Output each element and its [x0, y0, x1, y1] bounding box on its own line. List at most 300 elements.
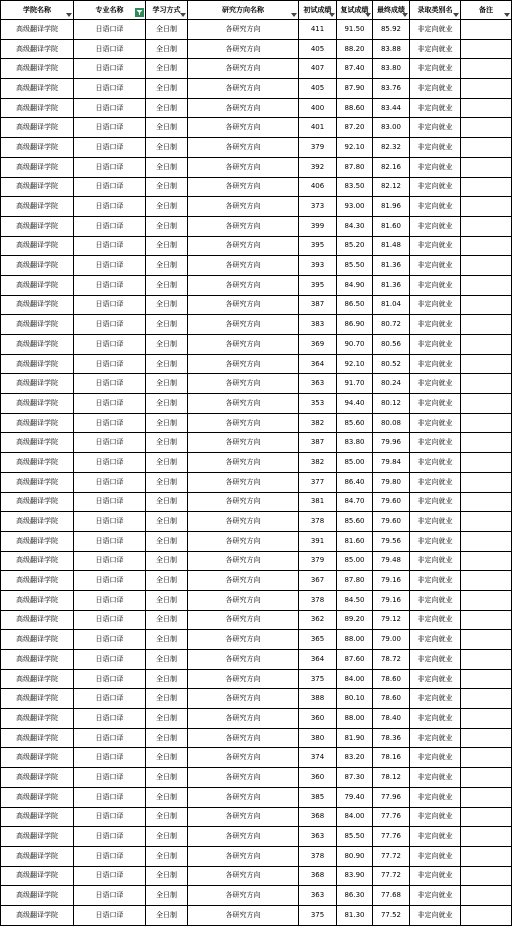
cell-college-name: 高级翻译学院: [1, 787, 74, 807]
column-header-admission-category: [410, 1, 461, 20]
table-row: [1, 905, 512, 925]
cell-initial-score: 363: [299, 886, 337, 906]
table-row: [1, 335, 512, 355]
cell-final-score: 78.60: [373, 689, 410, 709]
dropdown-arrow-icon[interactable]: [290, 12, 297, 18]
table-row: [1, 138, 512, 158]
table-row: [1, 748, 512, 768]
cell-research-direction: 各研究方向: [188, 354, 299, 374]
cell-initial-score: 406: [299, 177, 337, 197]
table-row: [1, 315, 512, 335]
cell-major-name: 日语口译: [74, 689, 146, 709]
cell-admission-category: 非定向就业: [410, 354, 461, 374]
cell-remarks: [461, 413, 512, 433]
table-row: [1, 394, 512, 414]
cell-initial-score: 388: [299, 689, 337, 709]
cell-retest-score: 80.10: [337, 689, 373, 709]
cell-admission-category: 非定向就业: [410, 98, 461, 118]
cell-admission-category: 非定向就业: [410, 590, 461, 610]
cell-retest-score: 87.60: [337, 650, 373, 670]
cell-remarks: [461, 433, 512, 453]
cell-admission-category: 非定向就业: [410, 335, 461, 355]
cell-retest-score: 85.20: [337, 236, 373, 256]
cell-admission-category: 非定向就业: [410, 275, 461, 295]
table-row: [1, 256, 512, 276]
cell-initial-score: 387: [299, 433, 337, 453]
cell-study-mode: 全日制: [146, 157, 188, 177]
cell-admission-category: 非定向就业: [410, 433, 461, 453]
cell-final-score: 80.52: [373, 354, 410, 374]
cell-admission-category: 非定向就业: [410, 709, 461, 729]
cell-retest-score: 87.20: [337, 118, 373, 138]
cell-major-name: 日语口译: [74, 846, 146, 866]
cell-final-score: 77.72: [373, 846, 410, 866]
cell-research-direction: 各研究方向: [188, 118, 299, 138]
table-row: [1, 413, 512, 433]
column-header-label: 学习方式: [152, 5, 181, 14]
cell-study-mode: 全日制: [146, 295, 188, 315]
column-header-label: 录取类别名: [417, 5, 453, 14]
cell-study-mode: 全日制: [146, 590, 188, 610]
cell-final-score: 79.96: [373, 433, 410, 453]
table-row: [1, 39, 512, 59]
cell-retest-score: 91.70: [337, 374, 373, 394]
cell-final-score: 80.08: [373, 413, 410, 433]
cell-retest-score: 87.30: [337, 768, 373, 788]
cell-admission-category: 非定向就业: [410, 256, 461, 276]
cell-remarks: [461, 335, 512, 355]
cell-retest-score: 80.90: [337, 846, 373, 866]
cell-major-name: 日语口译: [74, 650, 146, 670]
cell-final-score: 77.76: [373, 827, 410, 847]
cell-initial-score: 373: [299, 197, 337, 217]
cell-retest-score: 83.80: [337, 433, 373, 453]
column-header-study-mode: [146, 1, 188, 20]
cell-study-mode: 全日制: [146, 492, 188, 512]
cell-college-name: 高级翻译学院: [1, 866, 74, 886]
cell-research-direction: 各研究方向: [188, 512, 299, 532]
cell-final-score: 85.92: [373, 20, 410, 40]
table-row: [1, 669, 512, 689]
cell-research-direction: 各研究方向: [188, 709, 299, 729]
cell-college-name: 高级翻译学院: [1, 138, 74, 158]
cell-final-score: 77.96: [373, 787, 410, 807]
cell-college-name: 高级翻译学院: [1, 768, 74, 788]
cell-major-name: 日语口译: [74, 256, 146, 276]
cell-retest-score: 87.90: [337, 79, 373, 99]
filter-funnel-icon[interactable]: [135, 8, 144, 17]
cell-study-mode: 全日制: [146, 807, 188, 827]
cell-study-mode: 全日制: [146, 98, 188, 118]
cell-study-mode: 全日制: [146, 315, 188, 335]
dropdown-arrow-icon[interactable]: [452, 12, 459, 18]
cell-final-score: 78.40: [373, 709, 410, 729]
cell-research-direction: 各研究方向: [188, 590, 299, 610]
cell-final-score: 79.60: [373, 512, 410, 532]
cell-initial-score: 385: [299, 787, 337, 807]
cell-retest-score: 87.80: [337, 157, 373, 177]
cell-initial-score: 395: [299, 236, 337, 256]
table-row: [1, 650, 512, 670]
cell-research-direction: 各研究方向: [188, 728, 299, 748]
cell-study-mode: 全日制: [146, 728, 188, 748]
table-row: [1, 571, 512, 591]
cell-admission-category: 非定向就业: [410, 236, 461, 256]
cell-research-direction: 各研究方向: [188, 433, 299, 453]
cell-college-name: 高级翻译学院: [1, 197, 74, 217]
cell-admission-category: 非定向就业: [410, 315, 461, 335]
cell-college-name: 高级翻译学院: [1, 905, 74, 925]
cell-final-score: 83.00: [373, 118, 410, 138]
cell-remarks: [461, 39, 512, 59]
cell-admission-category: 非定向就业: [410, 630, 461, 650]
cell-remarks: [461, 590, 512, 610]
table-row: [1, 275, 512, 295]
cell-college-name: 高级翻译学院: [1, 177, 74, 197]
cell-research-direction: 各研究方向: [188, 689, 299, 709]
column-header-retest-score: [337, 1, 373, 20]
cell-study-mode: 全日制: [146, 216, 188, 236]
cell-admission-category: 非定向就业: [410, 886, 461, 906]
cell-college-name: 高级翻译学院: [1, 433, 74, 453]
cell-study-mode: 全日制: [146, 571, 188, 591]
cell-final-score: 82.12: [373, 177, 410, 197]
cell-retest-score: 89.20: [337, 610, 373, 630]
table-row: [1, 177, 512, 197]
cell-remarks: [461, 374, 512, 394]
cell-college-name: 高级翻译学院: [1, 315, 74, 335]
cell-major-name: 日语口译: [74, 748, 146, 768]
cell-final-score: 80.12: [373, 394, 410, 414]
cell-admission-category: 非定向就业: [410, 197, 461, 217]
cell-research-direction: 各研究方向: [188, 531, 299, 551]
cell-admission-category: 非定向就业: [410, 669, 461, 689]
cell-retest-score: 81.60: [337, 531, 373, 551]
cell-college-name: 高级翻译学院: [1, 689, 74, 709]
cell-final-score: 78.60: [373, 669, 410, 689]
cell-initial-score: 364: [299, 354, 337, 374]
cell-final-score: 79.84: [373, 453, 410, 473]
cell-initial-score: 382: [299, 453, 337, 473]
cell-final-score: 78.72: [373, 650, 410, 670]
cell-major-name: 日语口译: [74, 216, 146, 236]
table-row: [1, 472, 512, 492]
cell-remarks: [461, 905, 512, 925]
cell-study-mode: 全日制: [146, 846, 188, 866]
cell-final-score: 82.16: [373, 157, 410, 177]
cell-research-direction: 各研究方向: [188, 98, 299, 118]
cell-college-name: 高级翻译学院: [1, 39, 74, 59]
cell-college-name: 高级翻译学院: [1, 335, 74, 355]
table-row: [1, 709, 512, 729]
cell-major-name: 日语口译: [74, 492, 146, 512]
column-header-initial-score: [299, 1, 337, 20]
cell-initial-score: 393: [299, 256, 337, 276]
cell-initial-score: 405: [299, 39, 337, 59]
cell-major-name: 日语口译: [74, 354, 146, 374]
table-row: [1, 453, 512, 473]
cell-research-direction: 各研究方向: [188, 394, 299, 414]
cell-remarks: [461, 98, 512, 118]
cell-major-name: 日语口译: [74, 20, 146, 40]
cell-remarks: [461, 138, 512, 158]
cell-remarks: [461, 728, 512, 748]
cell-research-direction: 各研究方向: [188, 846, 299, 866]
cell-initial-score: 378: [299, 512, 337, 532]
cell-major-name: 日语口译: [74, 138, 146, 158]
cell-initial-score: 364: [299, 650, 337, 670]
cell-admission-category: 非定向就业: [410, 492, 461, 512]
cell-research-direction: 各研究方向: [188, 610, 299, 630]
cell-admission-category: 非定向就业: [410, 787, 461, 807]
cell-retest-score: 84.90: [337, 275, 373, 295]
cell-initial-score: 401: [299, 118, 337, 138]
cell-major-name: 日语口译: [74, 118, 146, 138]
cell-college-name: 高级翻译学院: [1, 118, 74, 138]
cell-retest-score: 92.10: [337, 138, 373, 158]
table-row: [1, 433, 512, 453]
cell-research-direction: 各研究方向: [188, 492, 299, 512]
table-row: [1, 20, 512, 40]
cell-study-mode: 全日制: [146, 79, 188, 99]
cell-initial-score: 365: [299, 630, 337, 650]
cell-college-name: 高级翻译学院: [1, 846, 74, 866]
cell-research-direction: 各研究方向: [188, 59, 299, 79]
cell-research-direction: 各研究方向: [188, 413, 299, 433]
cell-initial-score: 411: [299, 20, 337, 40]
cell-remarks: [461, 512, 512, 532]
table-row: [1, 886, 512, 906]
cell-remarks: [461, 551, 512, 571]
cell-admission-category: 非定向就业: [410, 453, 461, 473]
cell-admission-category: 非定向就业: [410, 374, 461, 394]
cell-college-name: 高级翻译学院: [1, 610, 74, 630]
cell-remarks: [461, 787, 512, 807]
cell-major-name: 日语口译: [74, 394, 146, 414]
cell-research-direction: 各研究方向: [188, 905, 299, 925]
cell-college-name: 高级翻译学院: [1, 256, 74, 276]
table-row: [1, 512, 512, 532]
cell-admission-category: 非定向就业: [410, 39, 461, 59]
cell-study-mode: 全日制: [146, 748, 188, 768]
table-row: [1, 689, 512, 709]
cell-study-mode: 全日制: [146, 138, 188, 158]
cell-admission-category: 非定向就业: [410, 157, 461, 177]
cell-initial-score: 363: [299, 827, 337, 847]
cell-major-name: 日语口译: [74, 295, 146, 315]
cell-college-name: 高级翻译学院: [1, 531, 74, 551]
cell-study-mode: 全日制: [146, 59, 188, 79]
cell-research-direction: 各研究方向: [188, 768, 299, 788]
cell-initial-score: 395: [299, 275, 337, 295]
cell-remarks: [461, 59, 512, 79]
cell-initial-score: 362: [299, 610, 337, 630]
cell-remarks: [461, 216, 512, 236]
cell-college-name: 高级翻译学院: [1, 590, 74, 610]
cell-retest-score: 85.60: [337, 512, 373, 532]
cell-remarks: [461, 689, 512, 709]
table-row: [1, 846, 512, 866]
dropdown-arrow-icon[interactable]: [328, 12, 335, 18]
cell-major-name: 日语口译: [74, 610, 146, 630]
table-row: [1, 354, 512, 374]
cell-college-name: 高级翻译学院: [1, 630, 74, 650]
cell-research-direction: 各研究方向: [188, 295, 299, 315]
cell-remarks: [461, 492, 512, 512]
cell-research-direction: 各研究方向: [188, 236, 299, 256]
cell-admission-category: 非定向就业: [410, 118, 461, 138]
cell-study-mode: 全日制: [146, 413, 188, 433]
cell-retest-score: 84.00: [337, 669, 373, 689]
cell-remarks: [461, 768, 512, 788]
cell-college-name: 高级翻译学院: [1, 748, 74, 768]
cell-remarks: [461, 295, 512, 315]
dropdown-arrow-icon[interactable]: [401, 12, 408, 18]
cell-major-name: 日语口译: [74, 177, 146, 197]
cell-retest-score: 83.50: [337, 177, 373, 197]
cell-final-score: 81.36: [373, 275, 410, 295]
cell-retest-score: 83.90: [337, 866, 373, 886]
table-row: [1, 728, 512, 748]
cell-college-name: 高级翻译学院: [1, 512, 74, 532]
cell-final-score: 77.52: [373, 905, 410, 925]
cell-major-name: 日语口译: [74, 905, 146, 925]
table-row: [1, 807, 512, 827]
cell-admission-category: 非定向就业: [410, 512, 461, 532]
cell-remarks: [461, 197, 512, 217]
cell-study-mode: 全日制: [146, 453, 188, 473]
cell-remarks: [461, 177, 512, 197]
cell-major-name: 日语口译: [74, 197, 146, 217]
table-row: [1, 590, 512, 610]
cell-admission-category: 非定向就业: [410, 905, 461, 925]
cell-major-name: 日语口译: [74, 551, 146, 571]
cell-research-direction: 各研究方向: [188, 787, 299, 807]
cell-retest-score: 92.10: [337, 354, 373, 374]
cell-major-name: 日语口译: [74, 39, 146, 59]
table-row: [1, 59, 512, 79]
cell-remarks: [461, 610, 512, 630]
cell-admission-category: 非定向就业: [410, 20, 461, 40]
cell-research-direction: 各研究方向: [188, 335, 299, 355]
cell-research-direction: 各研究方向: [188, 748, 299, 768]
cell-retest-score: 85.50: [337, 256, 373, 276]
dropdown-arrow-icon[interactable]: [65, 12, 72, 18]
cell-research-direction: 各研究方向: [188, 472, 299, 492]
cell-study-mode: 全日制: [146, 177, 188, 197]
column-header-major-name: [74, 1, 146, 20]
cell-admission-category: 非定向就业: [410, 551, 461, 571]
cell-college-name: 高级翻译学院: [1, 79, 74, 99]
cell-remarks: [461, 20, 512, 40]
cell-final-score: 83.44: [373, 98, 410, 118]
cell-study-mode: 全日制: [146, 354, 188, 374]
cell-final-score: 81.96: [373, 197, 410, 217]
cell-initial-score: 367: [299, 571, 337, 591]
cell-research-direction: 各研究方向: [188, 650, 299, 670]
cell-major-name: 日语口译: [74, 531, 146, 551]
cell-remarks: [461, 531, 512, 551]
cell-final-score: 78.36: [373, 728, 410, 748]
cell-initial-score: 407: [299, 59, 337, 79]
cell-admission-category: 非定向就业: [410, 79, 461, 99]
cell-remarks: [461, 650, 512, 670]
cell-initial-score: 378: [299, 590, 337, 610]
cell-major-name: 日语口译: [74, 709, 146, 729]
cell-admission-category: 非定向就业: [410, 216, 461, 236]
cell-remarks: [461, 748, 512, 768]
cell-study-mode: 全日制: [146, 39, 188, 59]
cell-study-mode: 全日制: [146, 768, 188, 788]
column-header-final-score: [373, 1, 410, 20]
cell-retest-score: 87.40: [337, 59, 373, 79]
cell-study-mode: 全日制: [146, 472, 188, 492]
cell-final-score: 79.16: [373, 571, 410, 591]
cell-initial-score: 387: [299, 295, 337, 315]
cell-remarks: [461, 354, 512, 374]
cell-retest-score: 86.50: [337, 295, 373, 315]
cell-final-score: 81.04: [373, 295, 410, 315]
cell-retest-score: 86.30: [337, 886, 373, 906]
dropdown-arrow-icon[interactable]: [503, 12, 510, 18]
cell-remarks: [461, 157, 512, 177]
cell-study-mode: 全日制: [146, 866, 188, 886]
column-header-label: 专业名称: [95, 5, 124, 14]
cell-research-direction: 各研究方向: [188, 866, 299, 886]
cell-final-score: 81.60: [373, 216, 410, 236]
cell-study-mode: 全日制: [146, 531, 188, 551]
cell-initial-score: 363: [299, 374, 337, 394]
cell-final-score: 79.60: [373, 492, 410, 512]
cell-college-name: 高级翻译学院: [1, 472, 74, 492]
cell-remarks: [461, 472, 512, 492]
cell-retest-score: 88.60: [337, 98, 373, 118]
cell-college-name: 高级翻译学院: [1, 571, 74, 591]
dropdown-arrow-icon[interactable]: [179, 12, 186, 18]
cell-retest-score: 84.70: [337, 492, 373, 512]
cell-study-mode: 全日制: [146, 197, 188, 217]
cell-admission-category: 非定向就业: [410, 866, 461, 886]
cell-study-mode: 全日制: [146, 827, 188, 847]
cell-major-name: 日语口译: [74, 59, 146, 79]
cell-initial-score: 374: [299, 748, 337, 768]
cell-college-name: 高级翻译学院: [1, 669, 74, 689]
table-row: [1, 236, 512, 256]
cell-remarks: [461, 571, 512, 591]
cell-remarks: [461, 394, 512, 414]
cell-retest-score: 87.80: [337, 571, 373, 591]
cell-college-name: 高级翻译学院: [1, 453, 74, 473]
cell-college-name: 高级翻译学院: [1, 295, 74, 315]
table-row: [1, 197, 512, 217]
table-row: [1, 492, 512, 512]
cell-study-mode: 全日制: [146, 669, 188, 689]
cell-college-name: 高级翻译学院: [1, 394, 74, 414]
cell-retest-score: 85.00: [337, 551, 373, 571]
table-row: [1, 630, 512, 650]
cell-major-name: 日语口译: [74, 335, 146, 355]
cell-remarks: [461, 630, 512, 650]
cell-initial-score: 369: [299, 335, 337, 355]
table-row: [1, 787, 512, 807]
cell-major-name: 日语口译: [74, 807, 146, 827]
cell-research-direction: 各研究方向: [188, 197, 299, 217]
dropdown-arrow-icon[interactable]: [364, 12, 371, 18]
table-body: [1, 20, 512, 926]
cell-major-name: 日语口译: [74, 374, 146, 394]
cell-initial-score: 399: [299, 216, 337, 236]
cell-major-name: 日语口译: [74, 512, 146, 532]
